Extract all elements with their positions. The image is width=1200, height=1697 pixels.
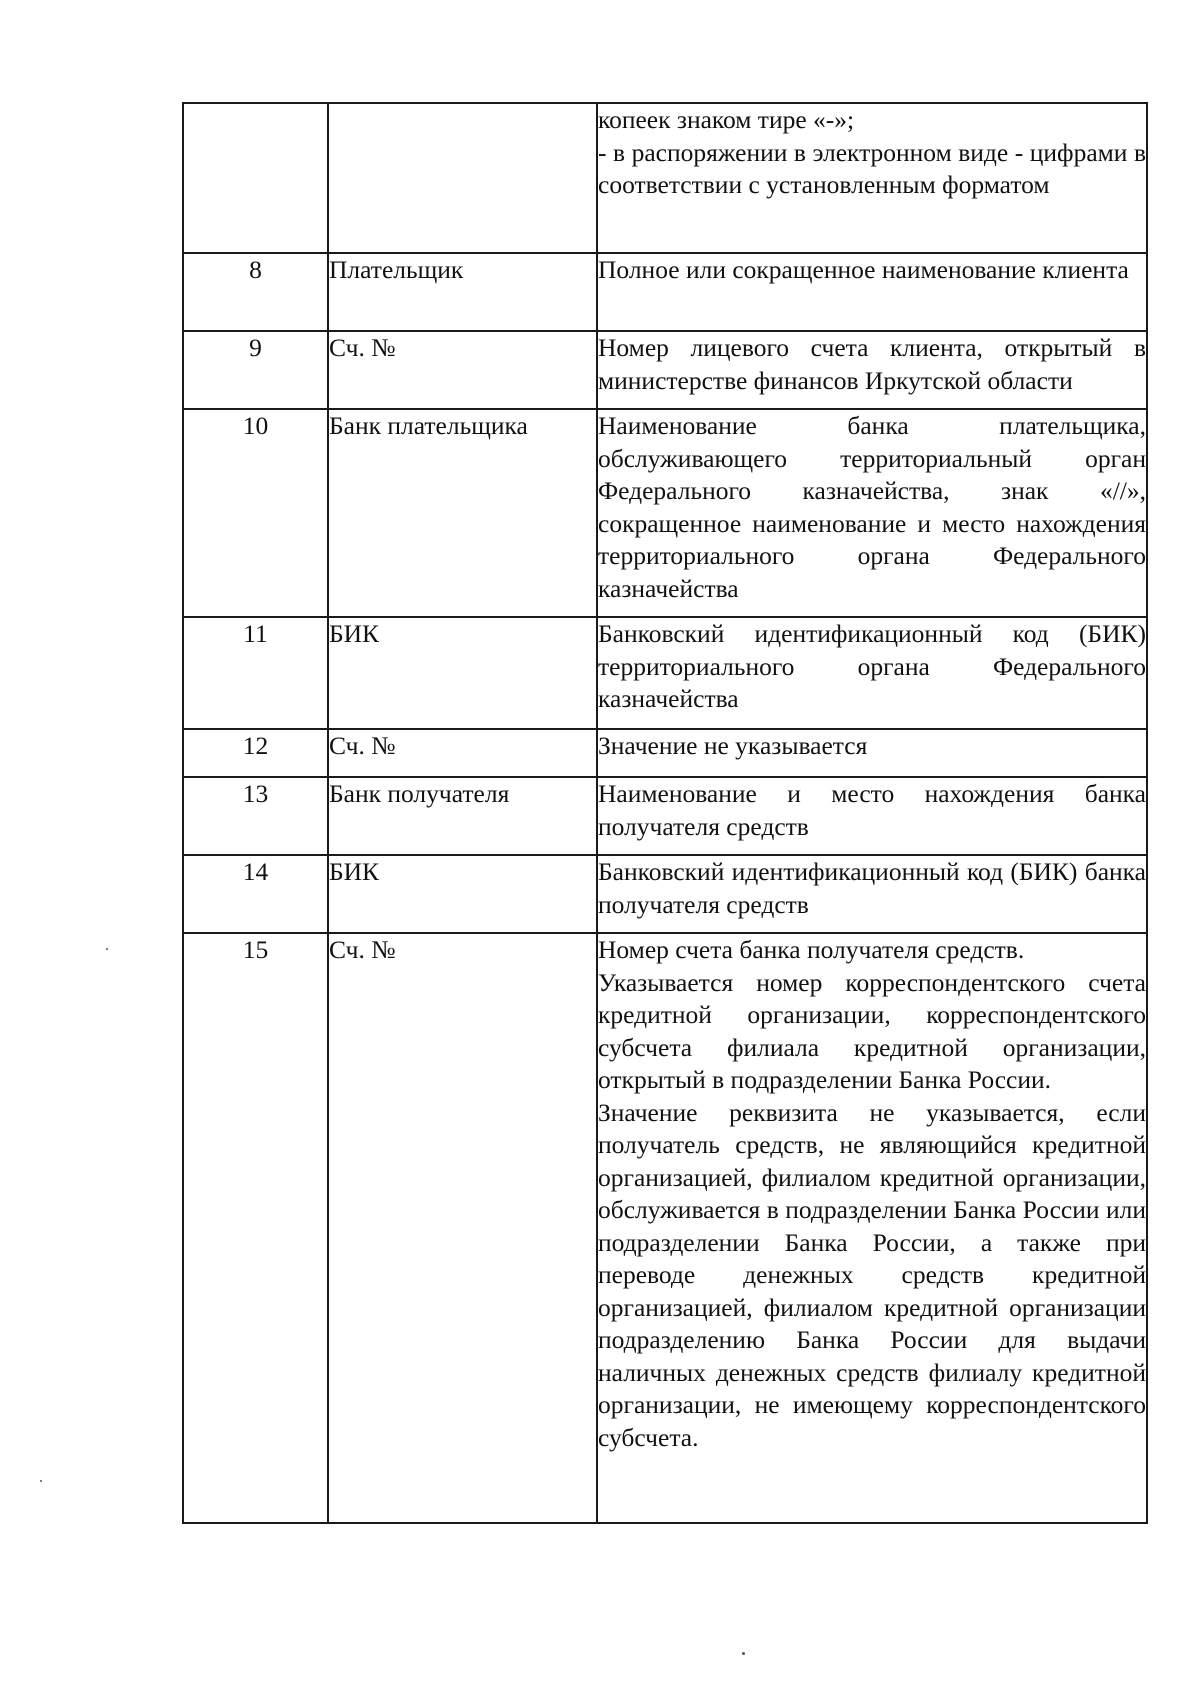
description-text: Банковский идентификационный код (БИК) территориального органа Федерального казначейства <box>598 619 1146 713</box>
row-number-cell: 10 <box>183 409 328 617</box>
table-row <box>183 409 1147 617</box>
field-name-cell: БИК <box>328 617 597 729</box>
table-row <box>183 331 1147 409</box>
table-row <box>183 103 1147 253</box>
scan-speck <box>742 1652 745 1655</box>
description-text: Значение реквизита не указывается, если получатель средств, не являющийся кредитной организацией, филиалом кредитной организации, обслуживается в подразделении Банка России или подразделении Банка России, а также при переводе денежных средств кредитной организацией, филиалом кредитной организации подразделению Банка России для выдачи наличных денежных средств филиалу кредитной организации, не имеющему корреспондентского субсчета. <box>598 1097 1146 1452</box>
field-name-cell: Банк плательщика <box>328 409 597 617</box>
row-number-cell: 15 <box>183 933 328 1523</box>
field-name-cell: Сч. № <box>328 729 597 777</box>
table-row <box>183 855 1147 933</box>
description-text: Наименование банка плательщика, обслуживающего территориальный орган Федерального казначейства, знак «//», сокращенное наименование и место нахождения территориального органа Федерального казначейства <box>598 411 1146 603</box>
description-cell <box>597 777 1147 855</box>
description-text: Полное или сокращенное наименование клиента <box>598 255 1129 284</box>
description-text: - в распоряжении в электронном виде - цифрами в соответствии с установленным форматом <box>598 137 1146 199</box>
description-cell <box>597 253 1147 331</box>
description-cell <box>597 933 1147 1523</box>
description-text: копеек знаком тире «-»; <box>598 105 855 134</box>
description-text: Значение не указывается <box>598 731 868 760</box>
description-text: Номер счета банка получателя средств. <box>598 935 1025 964</box>
table-row <box>183 777 1147 855</box>
field-name-cell: Сч. № <box>328 331 597 409</box>
row-number-cell <box>183 103 328 253</box>
field-name-cell: Плательщик <box>328 253 597 331</box>
table-row <box>183 253 1147 331</box>
table-row <box>183 933 1147 1523</box>
scan-speck <box>40 1480 42 1482</box>
field-name-cell: БИК <box>328 855 597 933</box>
description-cell <box>597 331 1147 409</box>
description-text: Указывается номер корреспондентского счета кредитной организации, корреспондентского субсчета филиала кредитной организации, открытый в подразделении Банка России. <box>598 967 1146 1094</box>
table-row <box>183 729 1147 777</box>
description-cell <box>597 729 1147 777</box>
table-row <box>183 617 1147 729</box>
description-text: Банковский идентификационный код (БИК) банка получателя средств <box>598 857 1146 919</box>
row-number-cell: 8 <box>183 253 328 331</box>
field-name-cell: Банк получателя <box>328 777 597 855</box>
row-number-cell: 9 <box>183 331 328 409</box>
row-number-cell: 14 <box>183 855 328 933</box>
description-cell <box>597 103 1147 253</box>
description-text: Номер лицевого счета клиента, открытый в министерстве финансов Иркутской области <box>598 333 1146 395</box>
description-cell <box>597 855 1147 933</box>
row-number-cell: 13 <box>183 777 328 855</box>
description-cell <box>597 409 1147 617</box>
row-number-cell: 11 <box>183 617 328 729</box>
field-name-cell: Сч. № <box>328 933 597 1523</box>
description-text: Наименование и место нахождения банка получателя средств <box>598 779 1146 841</box>
requisites-table <box>182 102 1148 1524</box>
row-number-cell: 12 <box>183 729 328 777</box>
description-cell <box>597 617 1147 729</box>
field-name-cell <box>328 103 597 253</box>
scan-speck <box>106 948 108 950</box>
